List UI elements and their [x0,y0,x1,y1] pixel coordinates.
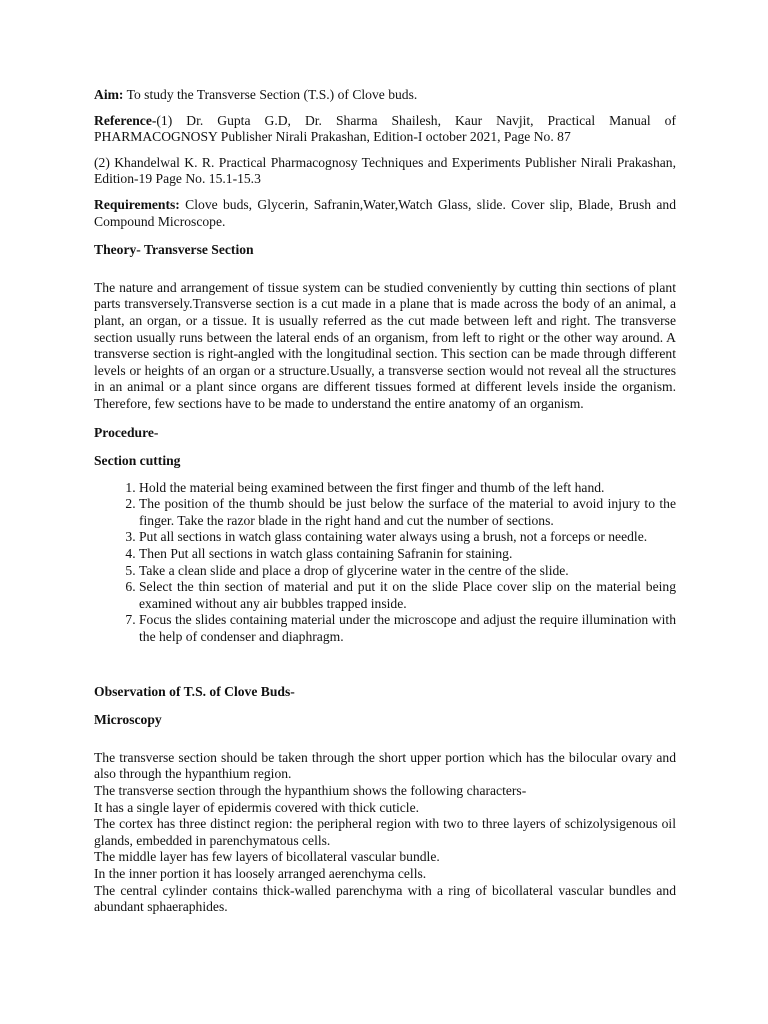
procedure-step: 5. Take a clean slide and place a drop of glycerine water in the centre of the slide. [139,563,676,580]
microscopy-heading: Microscopy [94,712,162,728]
observation-line: In the inner portion it has loosely arranged aerenchyma cells. [94,865,427,881]
document-page [94,87,676,916]
reference-paragraph-2: (2) Khandelwal K. R. Practical Pharmacognosy Techniques and Experiments Publisher Nirali Prakashan, Edition-19 Page No. 15.1-15.3 [94,154,676,187]
theory-text: The nature and arrangement of tissue system can be studied conveniently by cutting thin sections of plant parts transversely.Transverse section is a cut made in a plane that is made across the body of an animal, a plant, an organ, or a tissue. It is usually referred as the cut made between left and right. The transverse section usually runs between the lateral ends of an organism, from left to right or the other way around. A transverse section is right-angled with the longitudinal section. This section can be made through different levels or heights of an organ or a structure.Usually, a transverse section would not reveal all the structures in an animal or a plant since organs are different tissues formed at different levels inside the organism. Therefore, few sections have to be made to understand the entire anatomy of an organism. [94,279,676,411]
procedure-heading: Procedure- [94,424,159,440]
section-cutting-heading: Section cutting [94,453,181,469]
observation-line: The cortex has three distinct region: the peripheral region with two to three layers of schizolysigenous oil glands, embedded in parenchymatous cells. [94,816,676,848]
requirements-text: Clove buds, Glycerin, Safranin,Water,Watch Glass, slide. Cover slip, Blade, Brush and Compound Microscope. [94,196,676,229]
aim-label: Aim: [94,87,124,102]
observation-line: The central cylinder contains thick-walled parenchyma with a ring of bicollateral vascular bundles and abundant sphaeraphides. [94,882,676,915]
observation-line: The transverse section should be taken through the short upper portion which has the bilocular ovary and also through the hypanthium region. [94,749,676,782]
observation-body [94,750,676,916]
observation-line: It has a single layer of epidermis covered with thick cuticle. [94,799,420,815]
procedure-step: 2. The position of the thumb should be just below the surface of the material to avoid injury to the finger. Take the razor blade in the right hand and cut the number of sections. [139,496,676,529]
observation-heading: Observation of T.S. of Clove Buds- [94,683,295,699]
reference-text-1: (1) Dr. Gupta G.D, Dr. Sharma Shailesh, Kaur Navjit, Practical Manual of PHARMACOGNOSY Publisher Nirali Prakashan, Edition-I october 2021, Page No. 87 [94,112,676,145]
observation-line: The transverse section through the hypanthium shows the following characters- [94,783,527,798]
aim-paragraph [94,87,676,104]
procedure-step: 7. Focus the slides containing material under the microscope and adjust the require illumination with the help of condenser and diaphragm. [139,612,676,645]
theory-heading: Theory- Transverse Section [94,242,254,258]
procedure-step: 4. Then Put all sections in watch glass containing Safranin for staining. [139,546,676,563]
procedure-step: 3. Put all sections in watch glass containing water always using a brush, not a forceps or needle. [139,529,676,546]
requirements-paragraph [94,197,676,230]
reference-label: Reference- [94,112,157,128]
procedure-step: 6. Select the thin section of material and put it on the slide Place cover slip on the material being examined without any air bubbles trapped inside. [139,579,676,612]
procedure-step: 1. Hold the material being examined between the first finger and thumb of the left hand. [139,480,676,497]
aim-text: To study the Transverse Section (T.S.) of Clove buds. [123,87,418,102]
requirements-label: Requirements: [94,196,180,212]
reference-paragraph-1 [94,113,676,146]
procedure-steps-list [94,480,676,646]
observation-line: The middle layer has few layers of bicollateral vascular bundle. [94,849,440,865]
